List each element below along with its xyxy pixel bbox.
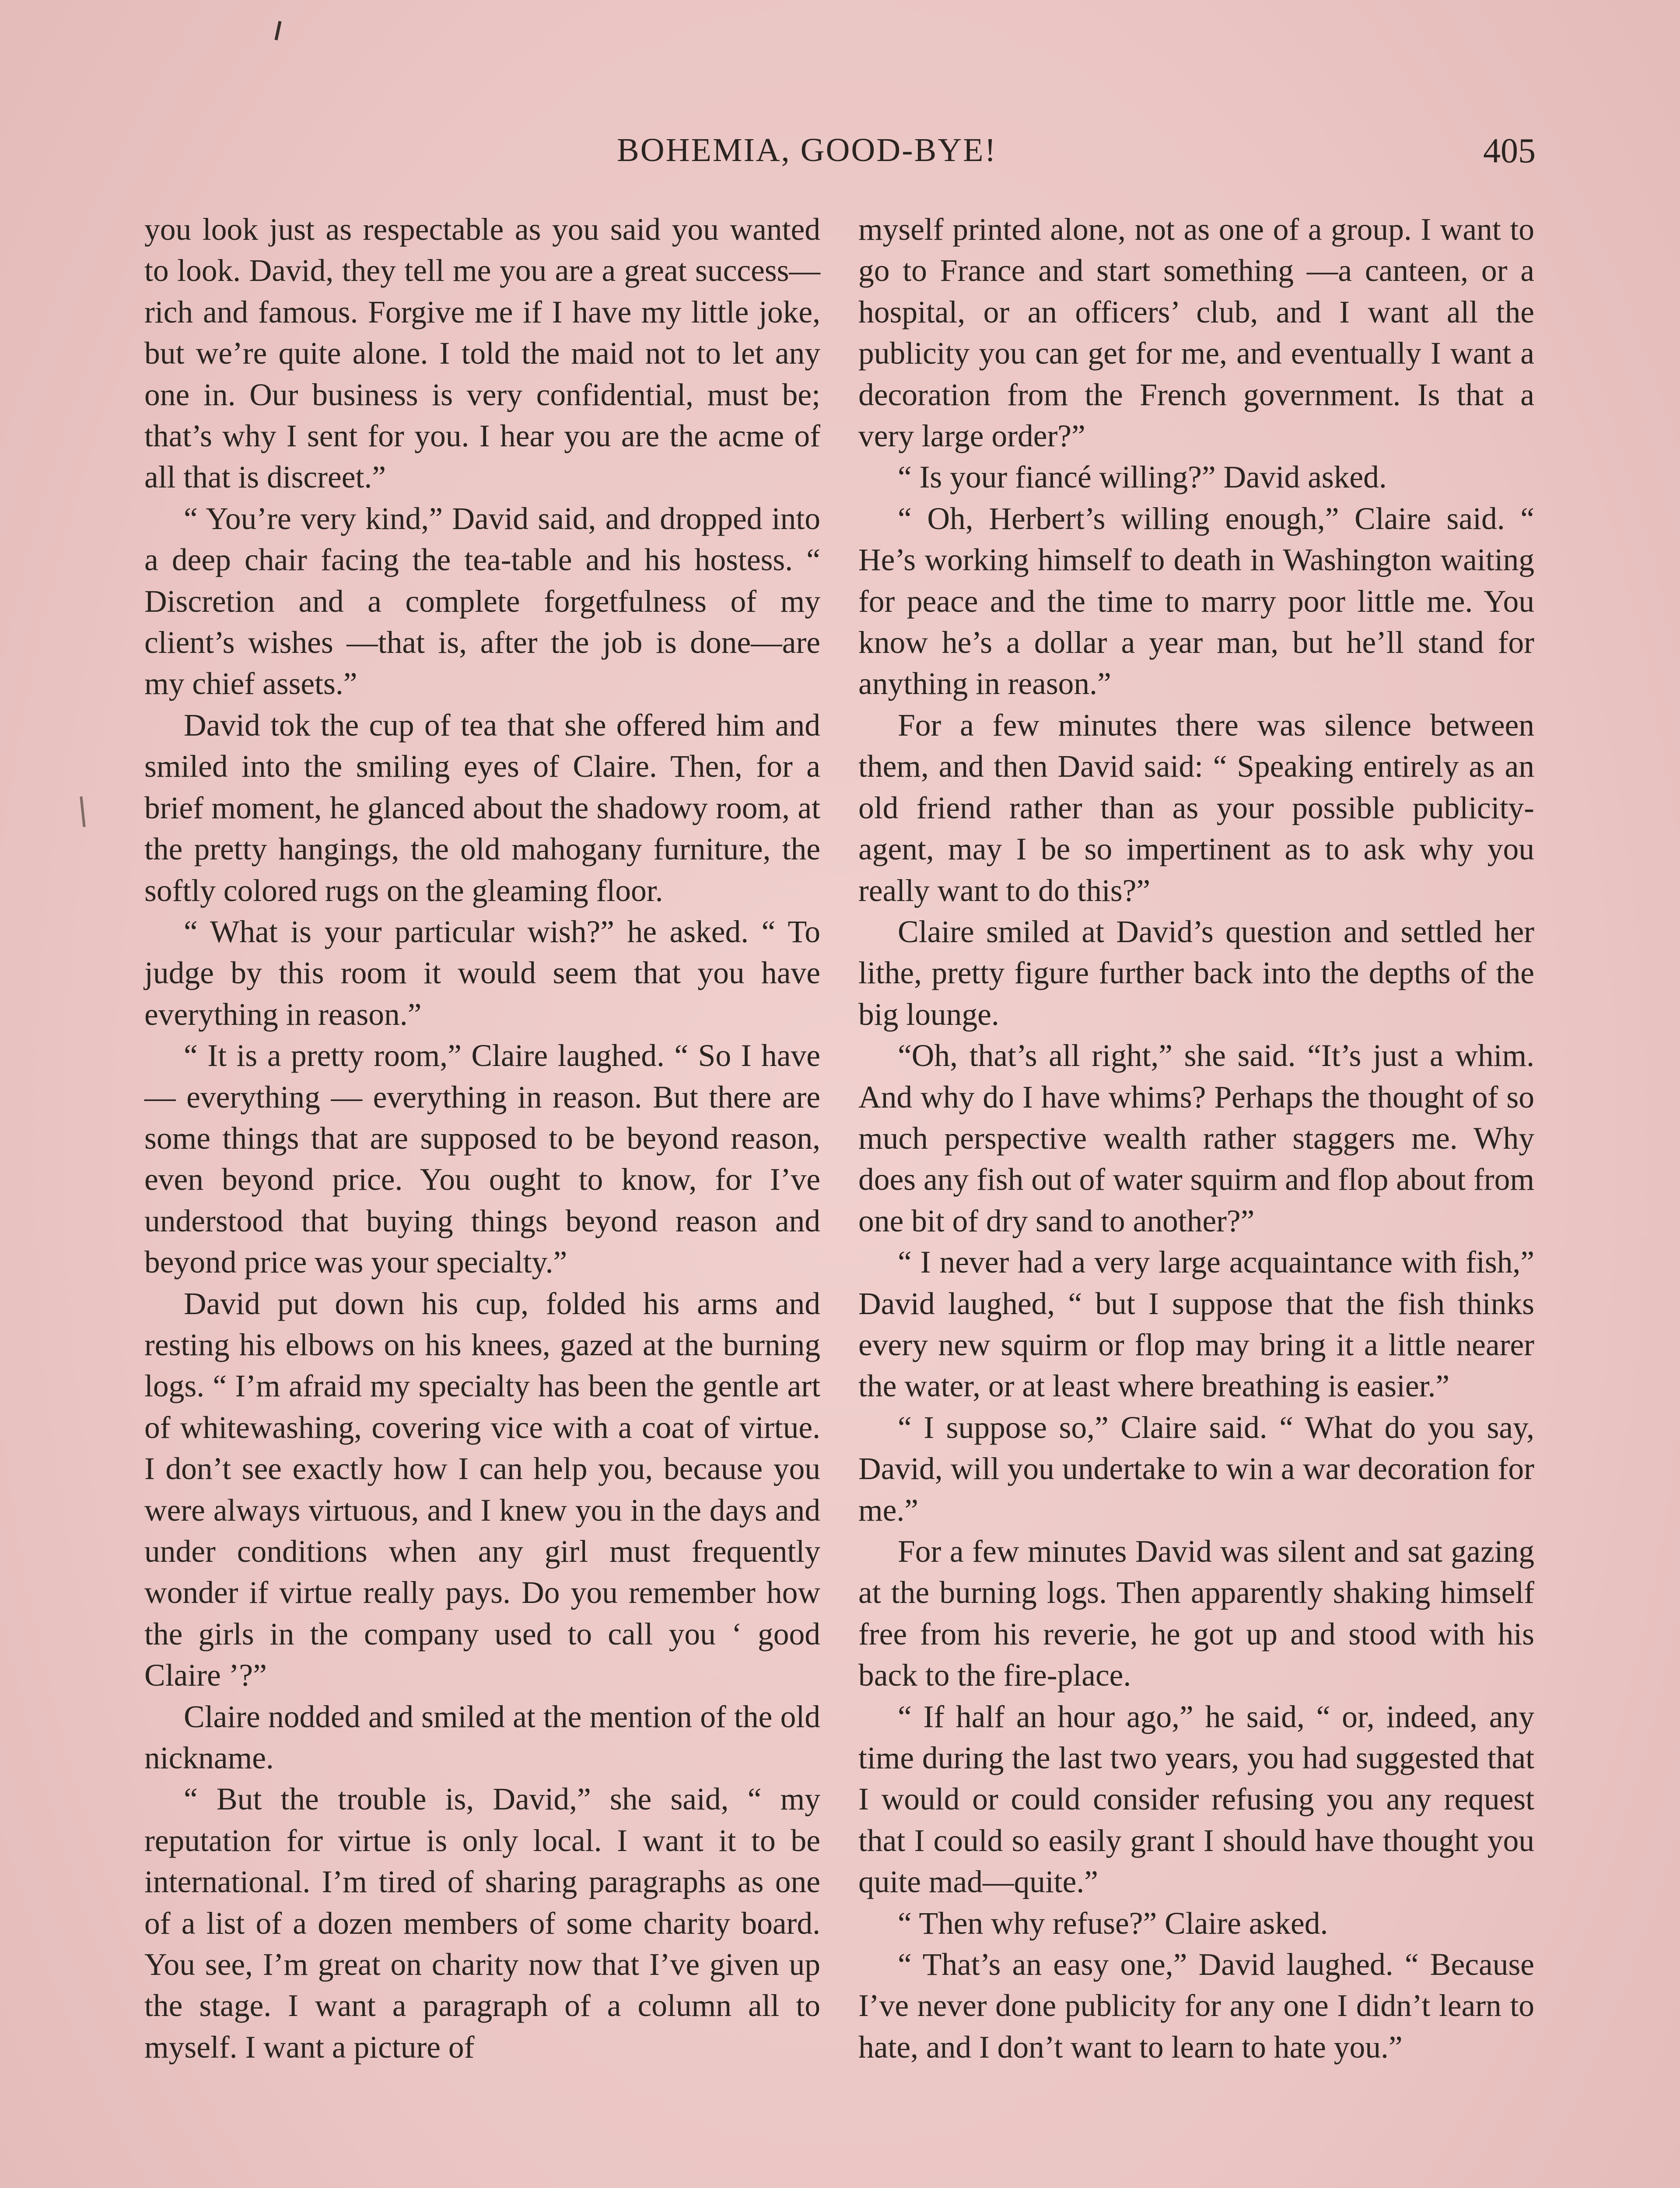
page-header	[144, 131, 1536, 179]
paragraph: myself printed alone, not as one of a group. I want to go to France and start something —a canteen, or a hospital, or an officers’ club, and I want all the publicity you can get for me, and eventually I want a decoration from the French government. Is that a very large order?”	[858, 212, 1534, 454]
paragraph: “ Then why refuse?” Claire asked.	[898, 1906, 1328, 1941]
paragraph: “ If half an hour ago,” he said, “ or, indeed, any time during the last two years, you had suggested that I would or could consider refusing you any request that I could so easily grant I should have thought you quite mad—quite.”	[858, 1699, 1534, 1900]
paragraph: “ Oh, Herbert’s willing enough,” Claire said. “ He’s working himself to death in Washington waiting for peace and the time to marry poor little me. You know he’s a dollar a year man, but he’ll stand for anything in reason.”	[858, 501, 1534, 701]
paragraph: “ That’s an easy one,” David laughed. “ Because I’ve never done publicity for any one I didn’t learn to hate, and I don’t want to learn to hate you.”	[858, 1947, 1534, 2065]
right-column	[858, 209, 1534, 2068]
paragraph: David put down his cup, folded his arms and resting his elbows on his knees, gazed at the burning logs. “ I’m afraid my specialty has been the gentle art of whitewashing, covering vice with a coat of virtue. I don’t see exactly how I can help you, because you were always virtuous, and I knew you in the days and under conditions when any girl must frequently wonder if virtue really pays. Do you remember how the girls in the company used to call you ‘ good Claire ’?”	[144, 1286, 820, 1693]
paragraph: “Oh, that’s all right,” she said. “It’s just a whim. And why do I have whims? Perhaps the thought of so much perspective wealth rather staggers me. Why does any fish out of water squirm and flop about from one bit of dry sand to another?”	[858, 1038, 1534, 1238]
paragraph: you look just as respectable as you said you wanted to look. David, they tell me you are a great success—rich and famous. Forgive me if I have my little joke, but we’re quite alone. I told the maid not to let any one in. Our business is very confidential, must be; that’s why I sent for you. I hear you are the acme of all that is discreet.”	[144, 212, 820, 495]
paragraph: “ But the trouble is, David,” she said, “ my reputation for virtue is only local. I want it to be international. I’m tired of sharing paragraphs as one of a list of a dozen members of some charity board. You see, I’m great on charity now that I’ve given up the stage. I want a paragraph of a column all to myself. I want a picture of	[144, 1782, 820, 2065]
paragraph: David tok the cup of tea that she offered him and smiled into the smiling eyes of Claire. Then, for a brief moment, he glanced about the shadowy room, at the pretty hangings, the old mahogany furniture, the softly colored rugs on the gleaming floor.	[144, 708, 820, 908]
paragraph: For a few minutes David was silent and sat gazing at the burning logs. Then apparently shaking himself free from his reverie, he got up and stood with his back to the fire-place.	[858, 1534, 1534, 1693]
paragraph: “ Is your fiancé willing?” David asked.	[898, 460, 1387, 495]
page-number: 405	[1483, 132, 1536, 170]
paragraph: “ I never had a very large acquaintance with fish,” David laughed, “ but I suppose that the fish thinks every new squirm or flop may bring it a little nearer the water, or at least where breathing is easier.”	[858, 1245, 1534, 1404]
paragraph: “ I suppose so,” Claire said. “ What do you say, David, will you undertake to win a war decoration for me.”	[858, 1410, 1534, 1528]
margin-mark	[80, 796, 85, 827]
paragraph: “ What is your particular wish?” he asked. “ To judge by this room it would seem that you have everything in reason.”	[144, 914, 820, 1032]
paragraph: Claire smiled at David’s question and settled her lithe, pretty figure further back into the depths of the big lounge.	[858, 914, 1534, 1032]
ink-mark	[275, 21, 282, 40]
paragraph: For a few minutes there was silence between them, and then David said: “ Speaking entirely as an old friend rather than as your possible publicity-agent, may I be so impertinent as to ask why you really want to do this?”	[858, 708, 1534, 908]
paragraph: “ It is a pretty room,” Claire laughed. “ So I have — everything — everything in reason. But there are some things that are supposed to be beyond reason, even beyond price. You ought to know, for I’ve understood that buying things beyond reason and beyond price was your specialty.”	[144, 1038, 820, 1280]
running-title: BOHEMIA, GOOD-BYE!	[617, 132, 997, 168]
paragraph: “ You’re very kind,” David said, and dropped into a deep chair facing the tea-table and his hostess. “ Discretion and a complete forgetfulness of my client’s wishes —that is, after the job is done—are my chief assets.”	[144, 501, 820, 701]
paragraph: Claire nodded and smiled at the mention of the old nickname.	[144, 1699, 820, 1776]
left-column	[144, 209, 820, 2068]
